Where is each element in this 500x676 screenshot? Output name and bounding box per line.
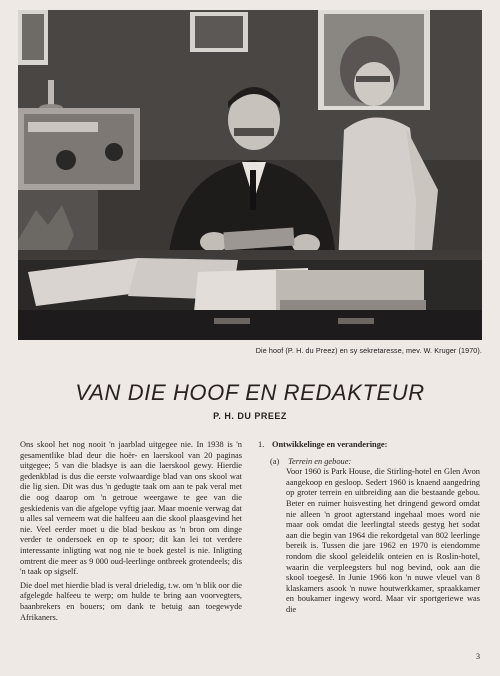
section-heading-text: Ontwikkelinge en veranderinge: xyxy=(272,440,388,449)
subsection-heading xyxy=(258,457,480,468)
article-title: VAN DIE HOOF EN REDAKTEUR xyxy=(75,380,425,405)
subsection-paragraph: Voor 1960 is Park House, die Stirling-hotel en Glen Avon aangekoop en gesloop. Sedert 1960 is knaend aangedring op groter terrein en uitbreiding aan die bestaande gebou. Beter en ruimer huisvesting het dringend geword omdat nie alleen 'n groot agterstand ingehaal moes word nie maar ook omdat die leerlingtal steeds gestyg het sodat aan die begin van 1964 die rekordgetal van 802 leerlinge bereik is. Tussen die jare 1962 en 1970 is eiendomme rondom die skool geleidelik onteien en is Roslin-hotel, waarin die verpleegsters hul nog bevind, ook aan die skool toegesê. In Junie 1966 kon 'n nuwe vleuel van 8 klaskamers asook 'n nuwe houtwerkkamer, spraakkamer en boukamer ingewy word. Maar vir sportgeriewe was die xyxy=(286,467,480,614)
article-author: P. H. DU PREEZ xyxy=(213,411,287,421)
page-number: 3 xyxy=(475,652,480,661)
section-number: 1. xyxy=(258,440,265,449)
left-paragraph-1: Ons skool het nog nooit 'n jaarblad uitgegee nie. In 1938 is 'n gesamentlike blad deur die hoër- en laerskool van 20 paginas uitgegee; 5 van die bladsye is aan die laerskool gewy. Hierdie gedenkblad is dus die eerste volwaardige blad van ons skool wat die lig sien. Dit was dus 'n gedugte taak om aan te pak veral met die oog daarop om 'n getroue weergawe te gee van die geskiedenis van die afgelope vyftig jaar. Maar moenie verwag dat u alles sal verneem wat die halfeeu aan die skool plaasgevind het nie. Veel eerder moet u die blad beskou as 'n bron om dinge verder te ondersoek en op te spoor; dit kan lei tot verdere interessante inligting wat nog nie te boek gestel is nie. Inligting omtrent die meer as 9 000 oud-leerlinge ontbreek grotendeels; dis 'n taak op sigself. xyxy=(20,440,242,577)
subsection-label: (a) xyxy=(270,456,280,466)
subsection-title: Terrein en geboue: xyxy=(288,456,352,466)
right-column xyxy=(258,440,480,619)
left-paragraph-2: Die doel met hierdie blad is veral drieledig, t.w. om 'n blik oor die afgelegde halfeeu te werp; om hulde te bring aan voorvegters, baanbrekers en bouers; om dank te betuig aan toegewyde Afrikaners. xyxy=(20,580,242,622)
left-column xyxy=(20,440,242,626)
photo-caption: Die hoof (P. H. du Preez) en sy sekretaresse, mev. W. Kruger (1970). xyxy=(255,346,482,355)
photograph-principal-and-secretary xyxy=(18,10,482,340)
section-heading xyxy=(258,440,480,451)
